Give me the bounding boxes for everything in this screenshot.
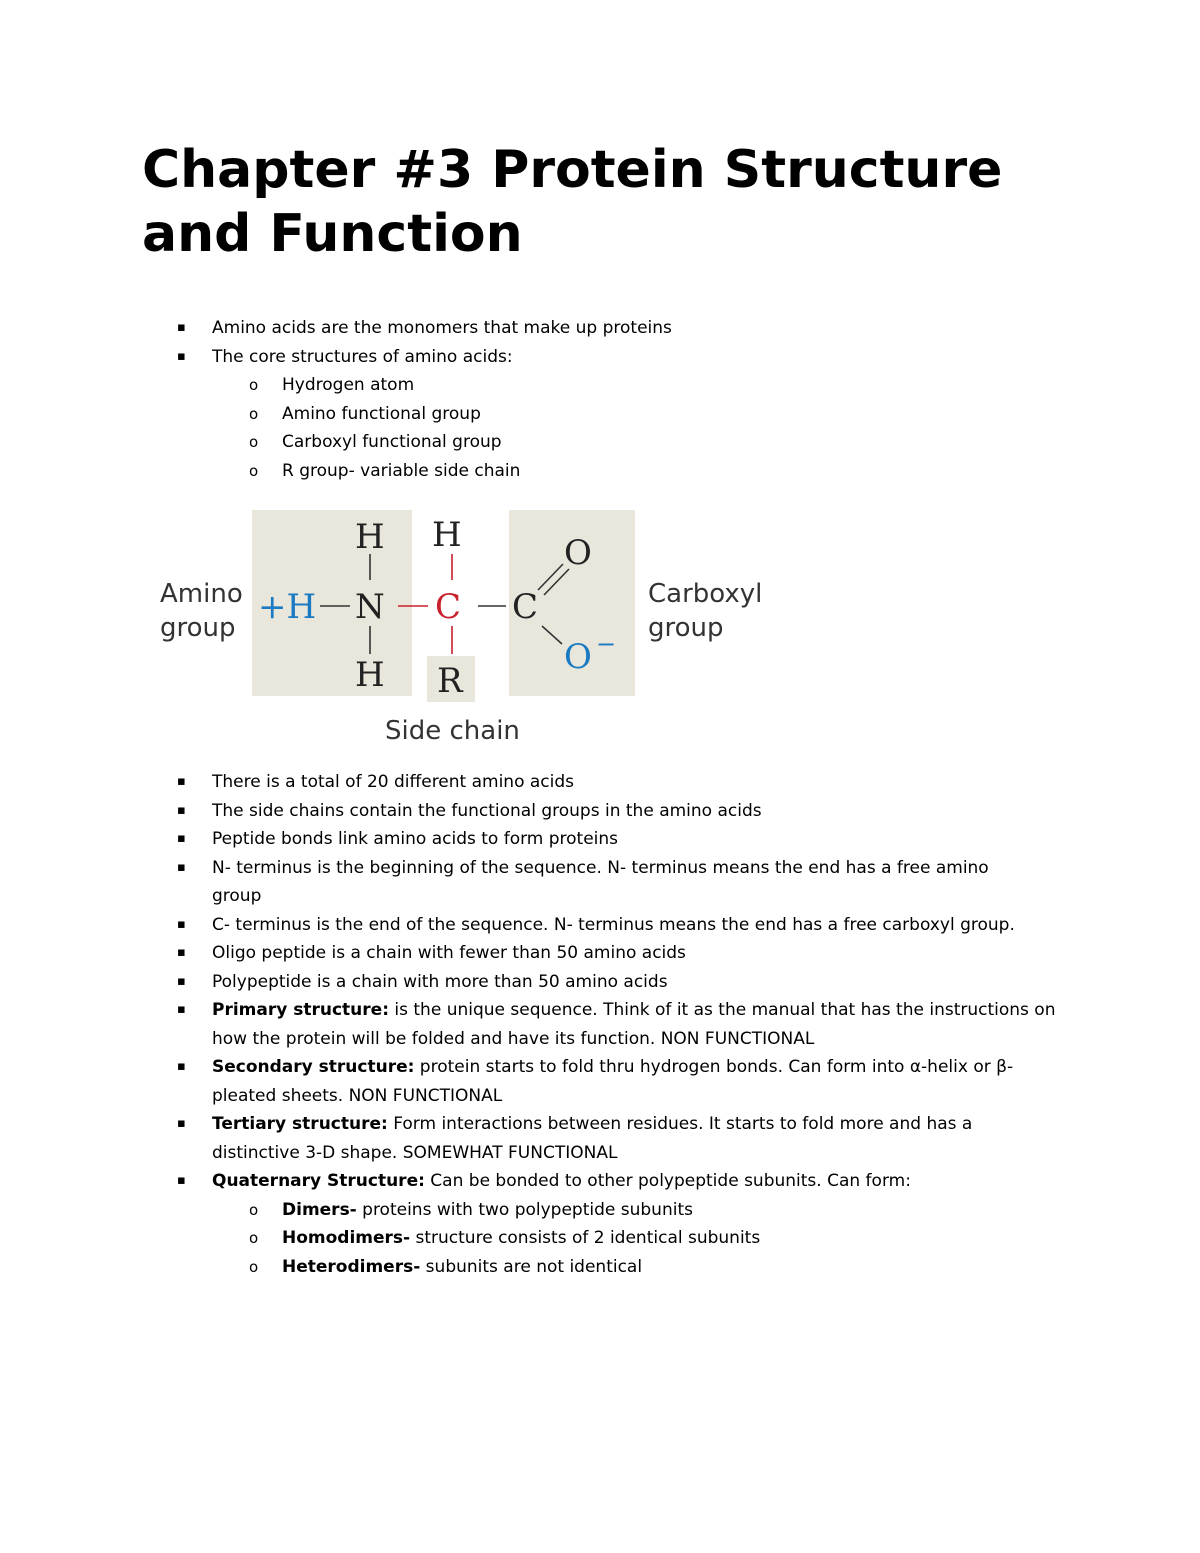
square-bullet-icon: ▪ <box>177 916 186 932</box>
sub-list-item-heterodimers: o Heterodimers- subunits are not identical <box>0 1253 1055 1282</box>
intro-list <box>0 314 672 485</box>
r-group: R <box>437 661 463 701</box>
side-chain-label: Side chain <box>385 716 520 746</box>
details-list <box>0 768 1055 1281</box>
list-item: ▪ Peptide bonds link amino acids to form proteins <box>0 825 1055 854</box>
amino-acid-structure-diagram <box>150 506 780 751</box>
list-item: ▪ Polypeptide is a chain with more than 50 amino acids <box>0 968 1055 997</box>
square-bullet-icon: ▪ <box>177 320 186 335</box>
square-bullet-icon: ▪ <box>177 802 186 818</box>
square-bullet-icon: ▪ <box>177 945 186 960</box>
square-bullet-icon: ▪ <box>177 1002 186 1017</box>
list-item-n-terminus: ▪ N- terminus is the beginning of the sequence. N- terminus means the end has a free amino group <box>0 854 1055 911</box>
square-bullet-icon: ▪ <box>177 831 186 846</box>
carboxyl-carbon-atom: C <box>512 587 539 627</box>
circle-bullet-icon: o <box>249 404 259 423</box>
sub-list-item: o Hydrogen atom <box>0 371 672 400</box>
hydrogen-top-n: H <box>355 517 385 557</box>
oxygen-minus-atom: O <box>564 637 592 677</box>
list-item-secondary-structure: ▪ Secondary structure: protein starts to fold thru hydrogen bonds. Can form into α-helix or β- pleated sheets. NON FUNCTIONAL <box>0 1053 1055 1110</box>
list-item: ▪ C- terminus is the end of the sequence. N- terminus means the end has a free carboxyl group. <box>0 911 1055 940</box>
list-item: ▪ There is a total of 20 different amino acids <box>0 768 1055 797</box>
plus-h-atom: +H <box>258 587 317 627</box>
sub-list-item-homodimers: o Homodimers- structure consists of 2 identical subunits <box>0 1224 1055 1253</box>
alpha-carbon-atom: C <box>435 587 462 627</box>
sub-list-item: o Carboxyl functional group <box>0 428 672 457</box>
square-bullet-icon: ▪ <box>177 348 186 364</box>
list-item-quaternary-structure: ▪ Quaternary Structure: Can be bonded to other polypeptide subunits. Can form: <box>0 1167 1055 1196</box>
circle-bullet-icon: o <box>249 1200 259 1219</box>
list-item: ▪ Amino acids are the monomers that make up proteins <box>0 314 672 343</box>
square-bullet-icon: ▪ <box>177 973 186 989</box>
sub-list-item: o R group- variable side chain <box>0 457 672 486</box>
square-bullet-icon: ▪ <box>177 1173 186 1188</box>
square-bullet-icon: ▪ <box>177 774 186 789</box>
hydrogen-bottom-n: H <box>355 655 385 695</box>
oxygen-double-atom: O <box>564 533 592 573</box>
nitrogen-atom: N <box>355 587 385 627</box>
list-item-primary-structure: ▪ Primary structure: is the unique sequence. Think of it as the manual that has the instructions on how the protein will be folded and have its function. NON FUNCTIONAL <box>0 996 1055 1053</box>
circle-bullet-icon: o <box>249 461 259 480</box>
list-item: ▪ The side chains contain the functional groups in the amino acids <box>0 797 1055 826</box>
circle-bullet-icon: o <box>249 1257 259 1276</box>
circle-bullet-icon: o <box>249 1229 259 1247</box>
list-item: ▪ Oligo peptide is a chain with fewer than 50 amino acids <box>0 939 1055 968</box>
list-item: ▪ The core structures of amino acids: <box>0 343 672 372</box>
carboxyl-label-line1: Carboxyl <box>648 579 763 609</box>
square-bullet-icon: ▪ <box>177 1116 186 1131</box>
carboxyl-label-line2: group <box>648 613 724 643</box>
amino-label-line2: group <box>160 613 236 643</box>
amino-label-line1: Amino <box>160 579 243 609</box>
circle-bullet-icon: o <box>249 433 259 451</box>
list-item-tertiary-structure: ▪ Tertiary structure: Form interactions between residues. It starts to fold more and has a distinctive 3-D shape. SOMEWHAT FUNCTIONAL <box>0 1110 1055 1167</box>
hydrogen-top-c: H <box>432 515 462 555</box>
square-bullet-icon: ▪ <box>177 1059 186 1074</box>
sub-list-item-dimers: o Dimers- proteins with two polypeptide subunits <box>0 1196 1055 1225</box>
square-bullet-icon: ▪ <box>177 859 186 875</box>
page-title: Chapter #3 Protein Structure and Function <box>142 140 1003 264</box>
minus-charge-icon: − <box>596 630 617 658</box>
circle-bullet-icon: o <box>249 376 259 394</box>
sub-list-item: o Amino functional group <box>0 400 672 429</box>
